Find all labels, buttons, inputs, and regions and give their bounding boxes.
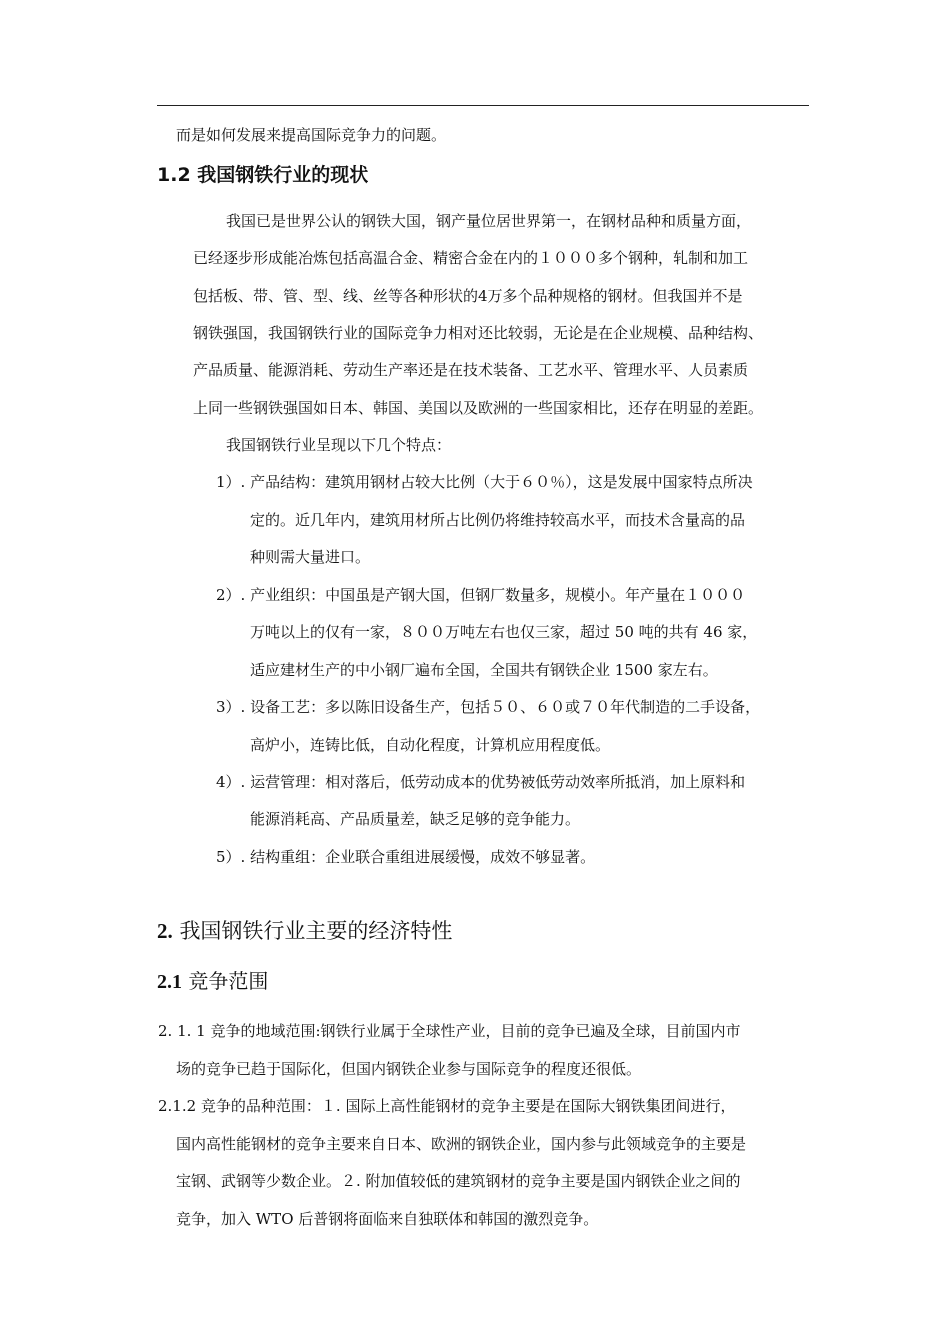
list-item: 5）. 结构重组：企业联合重组进展缓慢，成效不够显著。 [216, 848, 596, 866]
section-title: 竞争范围 [188, 969, 269, 993]
list-item: 3）. 设备工艺：多以陈旧设备生产，包括５０、６０或７０年代制造的二手设备， [216, 698, 761, 716]
para-line: 我国钢铁行业呈现以下几个特点： [226, 436, 452, 454]
list-item-continuation: 万吨以上的仅有一家，８００万吨左右也仅三家，超过 50 吨的共有 46 家， [250, 623, 758, 641]
para-line: 钢铁强国，我国钢铁行业的国际竞争力相对还比较弱，无论是在企业规模、品种结构、 [193, 324, 764, 342]
list-item-continuation: 定的。近几年内，建筑用材所占比例仍将维持较高水平，而技术含量高的品 [250, 511, 746, 529]
list-item-continuation: 适应建材生产的中小钢厂遍布全国，全国共有钢铁企业 1500 家左右。 [250, 661, 718, 679]
para-line: 包括板、带、管、型、线、丝等各种形状的4万多个品种规格的钢材。但我国并不是 [193, 287, 743, 305]
section-heading-2 [157, 918, 452, 944]
list-item: 1）. 产品结构：建筑用钢材占较大比例（大于６０％），这是发展中国家特点所决 [216, 473, 753, 491]
list-item: 4）. 运营管理：相对落后，低劳动成本的优势被低劳动效率所抵消，加上原料和 [216, 773, 746, 791]
para-line: 国内高性能钢材的竞争主要来自日本、欧洲的钢铁企业，国内参与此领域竞争的主要是 [176, 1135, 747, 1153]
section-heading-2-1 [157, 968, 268, 995]
para-line: 2. 1. 1 竞争的地域范围:钢铁行业属于全球性产业，目前的竞争已遍及全球，目前国内市 [158, 1022, 741, 1040]
list-item-continuation: 高炉小，连铸比低，自动化程度，计算机应用程度低。 [250, 736, 611, 754]
para-line: 已经逐步形成能冶炼包括高温合金、精密合金在内的１０００多个钢种，轧制和加工 [193, 249, 749, 267]
list-item: 2）. 产业组织：中国虽是产钢大国，但钢厂数量多，规模小。年产量在１０００ [216, 586, 746, 604]
section-number: 2.1 [157, 971, 182, 993]
section-title: 我国钢铁行业主要的经济特性 [179, 919, 453, 943]
para-line: 场的竞争已趋于国际化，但国内钢铁企业参与国际竞争的程度还很低。 [176, 1060, 642, 1078]
intro-continuation: 而是如何发展来提高国际竞争力的问题。 [176, 126, 447, 144]
list-item-continuation: 能源消耗高、产品质量差，缺乏足够的竞争能力。 [250, 810, 581, 828]
para-line: 产品质量、能源消耗、劳动生产率还是在技术装备、工艺水平、管理水平、人员素质 [193, 361, 749, 379]
section-number: 2. [157, 919, 173, 943]
list-item-continuation: 种则需大量进口。 [250, 548, 371, 566]
header-rule [157, 105, 809, 106]
para-line: 宝钢、武钢等少数企业。２. 附加值较低的建筑钢材的竞争主要是国内钢铁企业之间的 [176, 1172, 741, 1190]
para-line: 我国已是世界公认的钢铁大国，钢产量位居世界第一，在钢材品种和质量方面， [226, 212, 752, 230]
para-line: 上同一些钢铁强国如日本、韩国、美国以及欧洲的一些国家相比，还存在明显的差距。 [193, 399, 764, 417]
para-line: 2.1.2 竞争的品种范围：１. 国际上高性能钢材的竞争主要是在国际大钢铁集团间进行， [158, 1097, 736, 1115]
para-line: 竞争，加入 WTO 后普钢将面临来自独联体和韩国的激烈竞争。 [176, 1210, 599, 1228]
section-heading-1-2: 1.2 我国钢铁行业的现状 [157, 164, 369, 186]
